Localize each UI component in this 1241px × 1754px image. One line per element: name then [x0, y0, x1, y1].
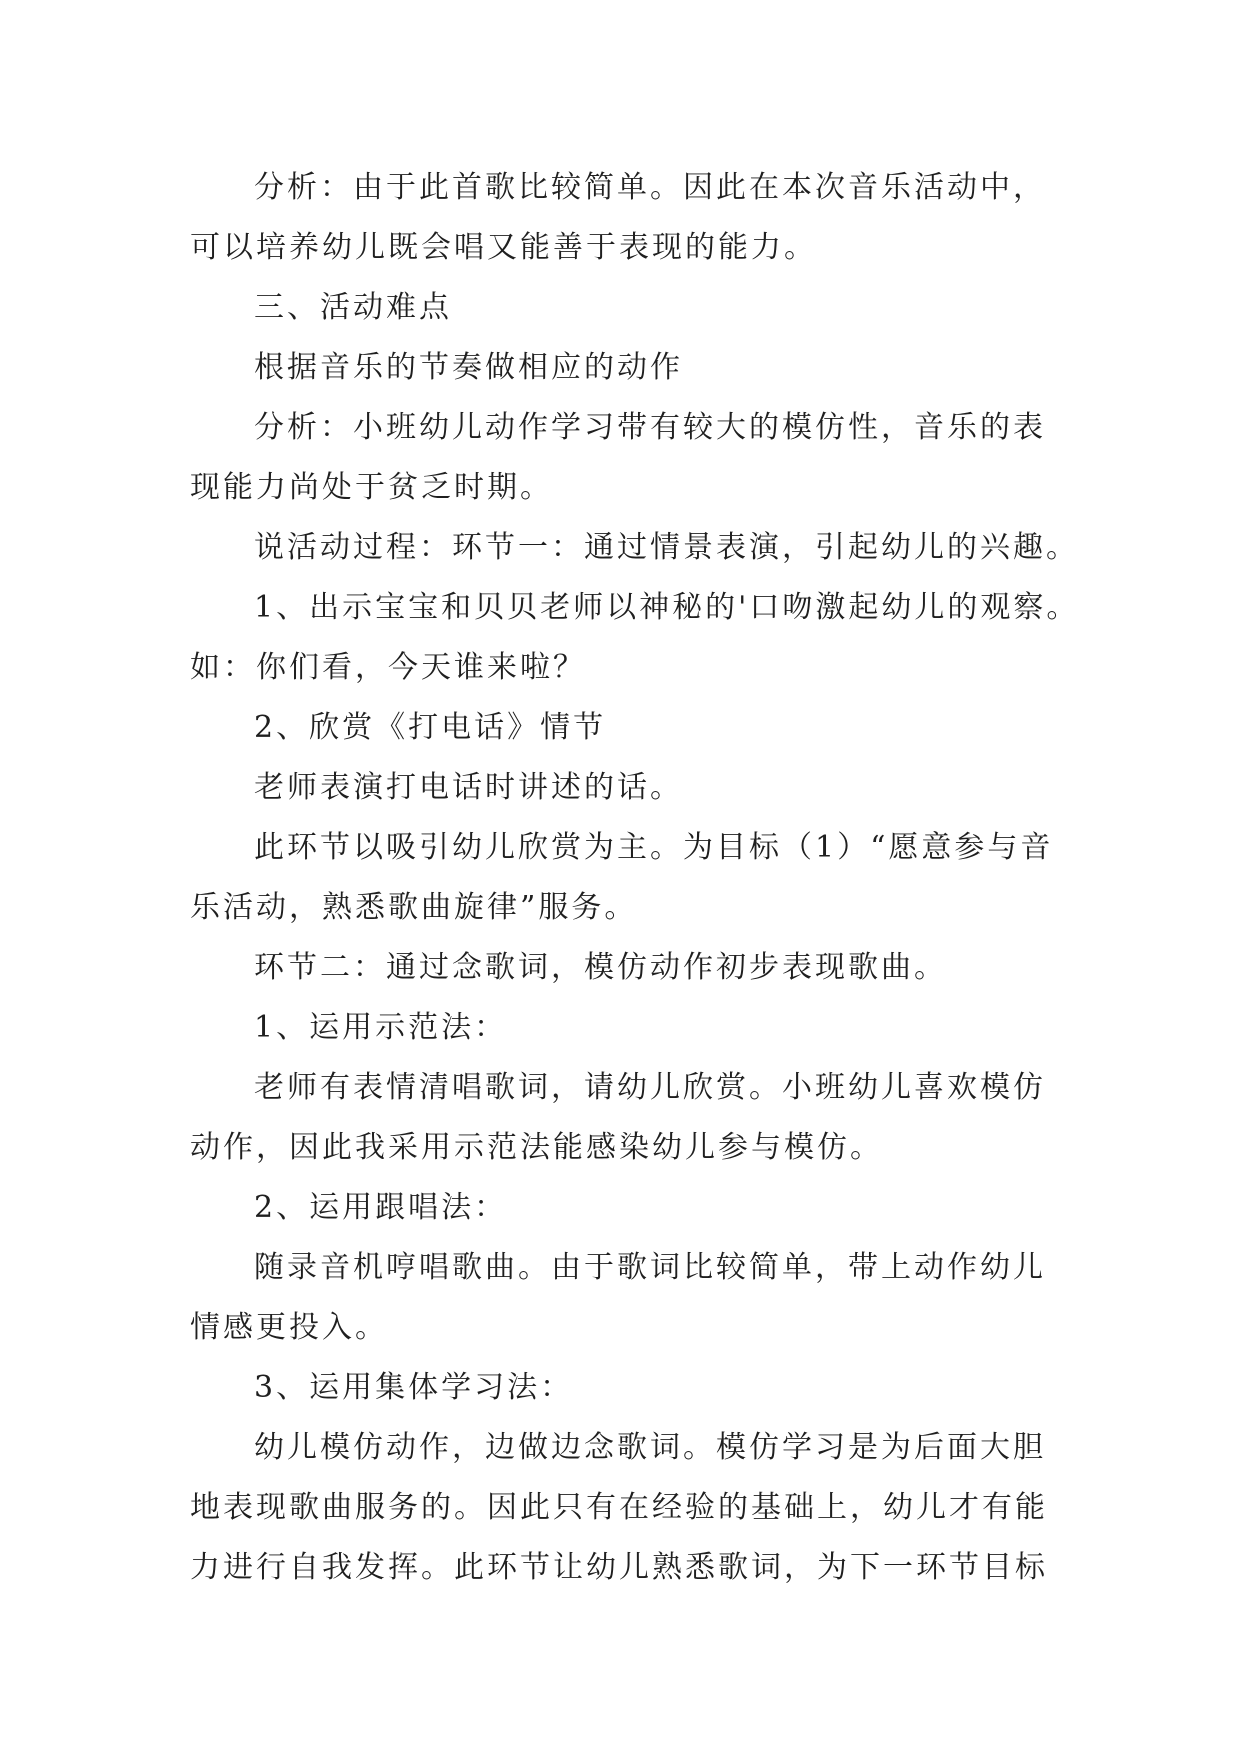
paragraph-difficulty [190, 338, 1050, 398]
paragraph-step-2-method-1 [190, 998, 1050, 1058]
text-line: 环节二：通过念歌词，模仿动作初步表现歌曲。 [254, 950, 947, 985]
paragraph-step-2-method-3 [190, 1358, 1050, 1418]
text-line: 老师有表情清唱歌词，请幼儿欣赏。小班幼儿喜欢模仿 [254, 1070, 1046, 1105]
text-line: 如：你们看，今天谁来啦？ [190, 650, 586, 685]
text-line: 力进行自我发挥。此环节让幼儿熟悉歌词，为下一环节目标 [190, 1550, 1048, 1585]
text-line: 三、活动难点 [254, 290, 452, 325]
text-line: 此环节以吸引幼儿欣赏为主。为目标（1）“愿意参与音 [254, 830, 1054, 865]
paragraph-teacher-performance [190, 758, 1050, 818]
text-line: 地表现歌曲服务的。因此只有在经验的基础上，幼儿才有能 [190, 1490, 1048, 1525]
text-line: 老师表演打电话时讲述的话。 [254, 770, 683, 805]
paragraph-process-step-1 [190, 518, 1079, 578]
paragraph-analysis-1 [190, 158, 1050, 278]
text-line: 幼儿模仿动作，边做边念歌词。模仿学习是为后面大胆 [254, 1430, 1046, 1465]
paragraph-process-step-2 [190, 938, 1050, 998]
paragraph-step-1-item-1 [190, 578, 1080, 698]
text-line: 情感更投入。 [190, 1310, 388, 1345]
text-line: 2、运用跟唱法： [254, 1190, 508, 1225]
paragraph-step-1-item-2 [190, 698, 1050, 758]
document-body [190, 158, 1080, 1598]
text-line: 2、欣赏《打电话》情节 [254, 710, 607, 745]
text-line: 1、出示宝宝和贝贝老师以神秘的'口吻激起幼儿的观察。 [254, 590, 1080, 625]
text-line: 随录音机哼唱歌曲。由于歌词比较简单，带上动作幼儿 [254, 1250, 1046, 1285]
text-line: 说活动过程：环节一：通过情景表演，引起幼儿的兴趣。 [254, 530, 1079, 565]
text-line: 3、运用集体学习法： [254, 1370, 574, 1405]
text-line: 可以培养幼儿既会唱又能善于表现的能力。 [190, 230, 817, 265]
text-line: 根据音乐的节奏做相应的动作 [254, 350, 683, 385]
section-heading-activity-difficulty [190, 278, 1050, 338]
text-line: 分析：小班幼儿动作学习带有较大的模仿性，音乐的表 [254, 410, 1046, 445]
text-line: 现能力尚处于贫乏时期。 [190, 470, 553, 505]
text-line: 1、运用示范法： [254, 1010, 508, 1045]
paragraph-step-2-method-2 [190, 1178, 1050, 1238]
paragraph-step-1-goal [190, 818, 1054, 938]
text-line: 分析：由于此首歌比较简单。因此在本次音乐活动中， [254, 170, 1046, 205]
paragraph-group-learning [190, 1418, 1050, 1598]
paragraph-demonstration [190, 1058, 1050, 1178]
text-line: 乐活动，熟悉歌曲旋律”服务。 [190, 890, 638, 925]
text-line: 动作，因此我采用示范法能感染幼儿参与模仿。 [190, 1130, 883, 1165]
paragraph-analysis-2 [190, 398, 1050, 518]
paragraph-sing-along [190, 1238, 1050, 1358]
